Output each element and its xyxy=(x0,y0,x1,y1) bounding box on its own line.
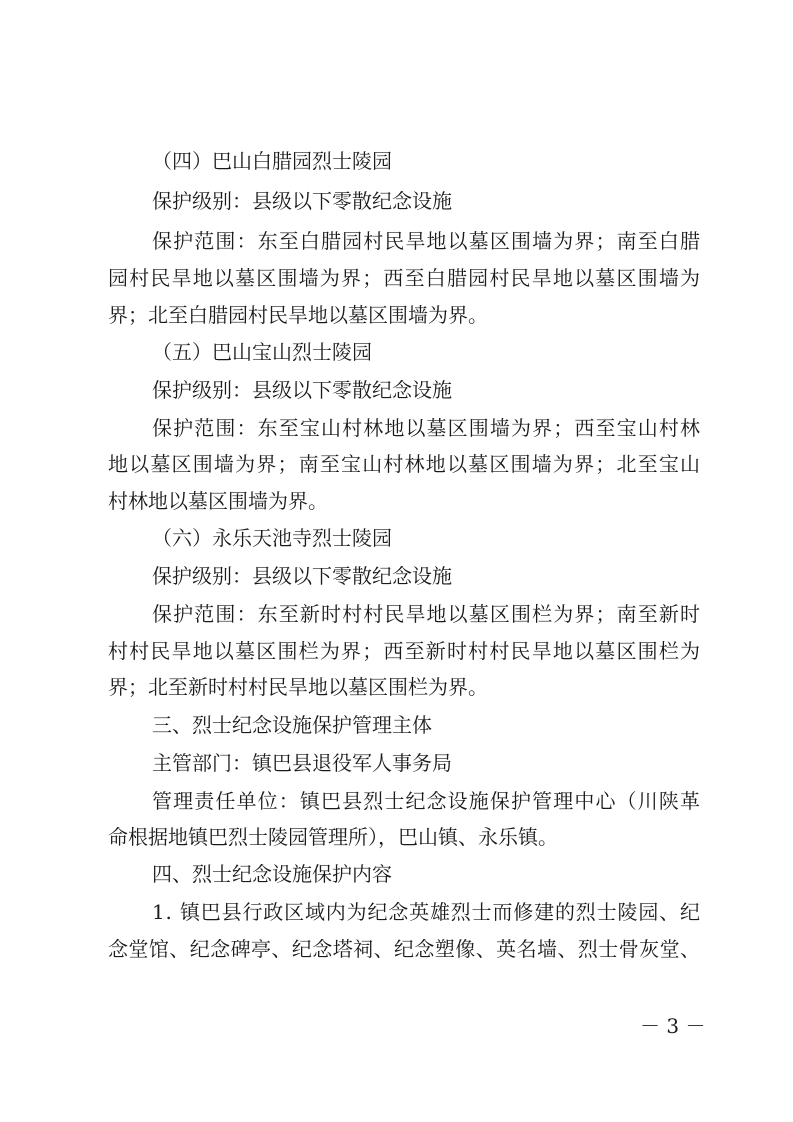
text-line: 念堂馆、纪念碑亭、纪念塔祠、纪念塑像、英名墙、烈士骨灰堂、 xyxy=(108,937,701,961)
text-line: （五）巴山宝山烈士陵园 xyxy=(152,340,372,364)
text-line: 保护级别：县级以下零散纪念设施 xyxy=(152,564,452,588)
text-line: 界；北至白腊园村民旱地以墓区围墙为界。 xyxy=(108,303,488,327)
text-line: 命根据地镇巴烈士陵园管理所），巴山镇、永乐镇。 xyxy=(108,825,558,849)
page-number: － 3 － xyxy=(640,1014,706,1038)
text-line: 保护级别：县级以下零散纪念设施 xyxy=(152,189,452,213)
text-line: 保护范围：东至新时村村民旱地以墓区围栏为界；南至新时 xyxy=(152,602,702,626)
responsible-unit-line xyxy=(0,787,793,815)
section-heading-baishan-bailayuan xyxy=(0,147,793,175)
text-line: 管理责任单位：镇巴县烈士纪念设施保护管理中心（川陕革 xyxy=(152,789,702,813)
paragraph-continuation-line xyxy=(0,823,793,851)
text-line: 三、烈士纪念设施保护管理主体 xyxy=(152,713,432,737)
paragraph-continuation-line xyxy=(0,673,793,701)
paragraph-continuation-line xyxy=(0,301,793,329)
text-line: （六）永乐天池寺烈士陵园 xyxy=(152,526,392,550)
text-line: 四、烈士纪念设施保护内容 xyxy=(152,862,392,886)
text-line: 村林地以墓区围墙为界。 xyxy=(108,489,328,513)
protection-level-line xyxy=(0,562,793,590)
protection-level-line xyxy=(0,376,793,404)
text-line: 保护级别：县级以下零散纪念设施 xyxy=(152,378,452,402)
text-line: 主管部门：镇巴县退役军人事务局 xyxy=(152,751,452,775)
paragraph-continuation-line xyxy=(0,264,793,292)
competent-department-line xyxy=(0,749,793,777)
numbered-item-line xyxy=(0,898,793,926)
protection-scope-line xyxy=(0,227,793,255)
text-line: 界；北至新时村村民旱地以墓区围栏为界。 xyxy=(108,675,488,699)
text-line: 园村民旱地以墓区围墙为界；西至白腊园村民旱地以墓区围墙为 xyxy=(108,266,702,290)
paragraph-continuation-line xyxy=(0,487,793,515)
section-heading-protection-content xyxy=(0,860,793,888)
text-line: （四）巴山白腊园烈士陵园 xyxy=(152,149,392,173)
section-heading-baishan-baoshan xyxy=(0,338,793,366)
paragraph-continuation-line xyxy=(0,450,793,478)
paragraph-continuation-line xyxy=(0,935,793,963)
paragraph-continuation-line xyxy=(0,637,793,665)
section-heading-yongle-tianchisi xyxy=(0,524,793,552)
text-line: 1. 镇巴县行政区域内为纪念英雄烈士而修建的烈士陵园、纪 xyxy=(152,900,701,924)
protection-scope-line xyxy=(0,600,793,628)
text-line: 保护范围：东至宝山村林地以墓区围墙为界；西至宝山村林 xyxy=(152,416,702,440)
section-heading-management-body xyxy=(0,711,793,739)
protection-scope-line xyxy=(0,414,793,442)
protection-level-line xyxy=(0,187,793,215)
text-line: 村村民旱地以墓区围栏为界；西至新时村村民旱地以墓区围栏为 xyxy=(108,639,702,663)
text-line: 地以墓区围墙为界；南至宝山村林地以墓区围墙为界；北至宝山 xyxy=(108,452,702,476)
text-line: 保护范围：东至白腊园村民旱地以墓区围墙为界；南至白腊 xyxy=(152,229,702,253)
